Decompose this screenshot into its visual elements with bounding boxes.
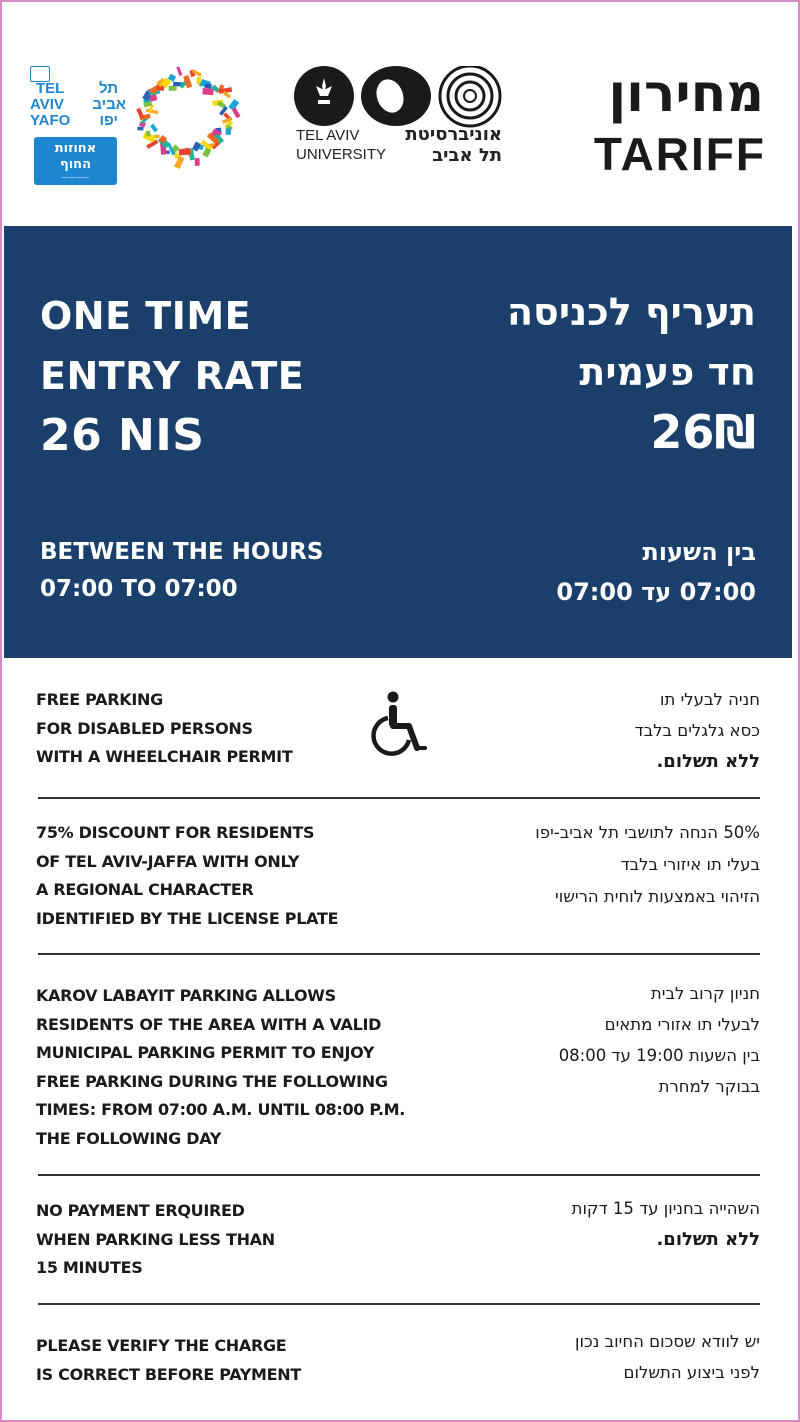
- ahuzot-subtitle-mark: ————: [61, 173, 90, 181]
- row-en-line: IDENTIFIED BY THE LICENSE PLATE: [36, 908, 339, 928]
- row-he-line: 50% הנחה לתושבי תל אביב-יפו: [535, 823, 760, 842]
- tau-he-line-1: אוניברסיטת: [405, 124, 502, 145]
- entry-rate-price-en: 26 NIS: [40, 410, 205, 461]
- row-he-line: הזיהוי באמצעות לוחית הרישוי: [555, 887, 760, 906]
- tlv-logo-en-3: YAFO: [30, 112, 71, 129]
- row-en-line: MUNICIPAL PARKING PERMIT TO ENJOY: [36, 1043, 375, 1062]
- entry-rate-he-line-1: תעריף לכניסה: [506, 290, 756, 334]
- row-en-line: FREE PARKING DURING THE FOLLOWING: [36, 1071, 388, 1091]
- row-he-line: יש לוודא שסכום החיוב נכון: [575, 1332, 760, 1351]
- confetti-piece: [178, 148, 190, 156]
- ahuzot-line-1: אחוזות: [54, 141, 97, 156]
- row-text-en: [36, 982, 405, 1153]
- confetti-piece: [195, 158, 200, 166]
- wheelchair-icon: [368, 690, 428, 756]
- tlv-logo-he-1: תל: [98, 80, 118, 97]
- row-en-line: IS CORRECT BEFORE PAYMENT: [36, 1364, 302, 1384]
- row-en-line: 75% DISCOUNT FOR RESIDENTS: [36, 823, 315, 842]
- ahuzot-line-2: החוף: [59, 157, 92, 172]
- row-he-line: ללא תשלום.: [656, 1229, 760, 1250]
- row-text-he: [572, 1193, 760, 1255]
- row-he-line: בבוקר למחרת: [658, 1077, 760, 1096]
- confetti-piece: [137, 127, 143, 131]
- row-en-line: RESIDENTS OF THE AREA WITH A VALID: [36, 1014, 382, 1034]
- row-he-line: כסא גלגלים בלבד: [634, 721, 760, 740]
- page-title-he: מחירון: [608, 64, 764, 124]
- row-en-line: FOR DISABLED PERSONS: [36, 718, 253, 738]
- row-text-he: [535, 817, 760, 913]
- row-he-line: בעלי תו איזורי בלבד: [620, 855, 760, 874]
- entry-rate-price-he: 26₪: [650, 405, 756, 459]
- row-en-line: FREE PARKING: [36, 690, 163, 709]
- tau-he-line-2: תל אביב: [432, 145, 502, 166]
- row-en-line: THE FOLLOWING DAY: [36, 1128, 222, 1148]
- tlv-logo-he-2: אביב: [92, 96, 126, 113]
- row-he-line: חניה לבעלי תו: [660, 690, 760, 709]
- confetti-piece: [232, 108, 241, 119]
- entry-rate-en-line-2: ENTRY RATE: [40, 354, 305, 398]
- entry-rate-he-line-2: חד פעמית: [579, 350, 756, 394]
- confetti-piece: [225, 128, 230, 134]
- row-en-line: 15 MINUTES: [36, 1258, 143, 1277]
- tlv-logo-he-3: יפו: [99, 112, 118, 129]
- row-en-line: KAROV LABAYIT PARKING ALLOWS: [36, 986, 336, 1005]
- row-he-line: השהייה בחניון עד 15 דקות: [571, 1199, 760, 1218]
- row-en-line: PLEASE VERIFY THE CHARGE: [36, 1336, 287, 1355]
- info-row-short-stay: [36, 1197, 760, 1287]
- entry-rate-en-line-1: ONE TIME: [40, 294, 252, 338]
- row-he-line: לבעלי תו אזורי מתאים: [604, 1015, 760, 1034]
- entry-rate-en: [40, 286, 304, 466]
- confetti-piece: [205, 83, 212, 88]
- row-en-line: A REGIONAL CHARACTER: [36, 880, 254, 899]
- header: [0, 0, 800, 226]
- row-en-line: WHEN PARKING LESS THAN: [36, 1229, 275, 1249]
- tau-logo-en: [296, 126, 386, 164]
- row-divider: [38, 797, 760, 799]
- confetti-piece: [169, 86, 177, 91]
- row-he-line: חניון קרוב לבית: [650, 984, 760, 1003]
- row-text-he: [575, 1326, 760, 1388]
- tlv-logo-en-1: TEL: [36, 80, 65, 97]
- row-he-line: לפני ביצוע התשלום: [623, 1363, 760, 1382]
- row-text-en: [36, 819, 338, 933]
- row-text-en: [36, 1197, 275, 1283]
- row-divider: [38, 1174, 760, 1176]
- confetti-piece: [146, 131, 150, 137]
- row-text-en: [36, 686, 292, 772]
- page-title-en: TARIFF: [593, 128, 766, 180]
- row-text-he: [559, 978, 760, 1102]
- tau-en-line-2: UNIVERSITY: [296, 146, 387, 163]
- row-he-line: בין השעות 19:00 עד 08:00: [558, 1046, 760, 1065]
- row-en-line: TIMES: FROM 07:00 A.M. UNTIL 08:00 P.M.: [36, 1100, 406, 1119]
- hours-en-line-1: BETWEEN THE HOURS: [40, 539, 324, 565]
- info-row-resident-discount: [36, 819, 760, 941]
- row-text-he: [635, 684, 760, 777]
- confetti-piece: [176, 66, 182, 76]
- entry-rate-he: [507, 282, 756, 462]
- row-divider: [38, 953, 760, 955]
- confetti-piece: [192, 142, 201, 152]
- tau-en-line-1: TEL AVIV: [296, 127, 360, 144]
- hours-en-line-2: 07:00 TO 07:00: [40, 576, 238, 602]
- row-text-en: [36, 1332, 301, 1389]
- confetti-piece: [136, 108, 144, 119]
- confetti-piece: [150, 124, 158, 133]
- confetti-ring-icon: [124, 60, 248, 174]
- info-row-karov-labayit: [36, 982, 760, 1154]
- hours-he-line-1: בין השעות: [642, 538, 756, 566]
- row-divider: [38, 1303, 760, 1305]
- row-en-line: OF TEL AVIV-JAFFA WITH ONLY: [36, 851, 300, 871]
- row-en-line: WITH A WHEELCHAIR PERMIT: [36, 747, 293, 766]
- tau-logo-he: [382, 124, 502, 166]
- row-he-line: ללא תשלום.: [656, 751, 760, 772]
- hours-he-line-2: 07:00 עד 07:00: [556, 578, 756, 606]
- ahuzot-hahof-badge: [34, 137, 117, 185]
- entry-rate-panel: [4, 226, 792, 658]
- info-row-verify-charge: [36, 1332, 760, 1392]
- confetti-piece: [202, 88, 213, 95]
- hours-en: [40, 534, 323, 608]
- hours-he: [556, 532, 756, 612]
- row-en-line: NO PAYMENT ERQUIRED: [36, 1201, 245, 1220]
- tlv-logo-en-2: AVIV: [30, 96, 64, 113]
